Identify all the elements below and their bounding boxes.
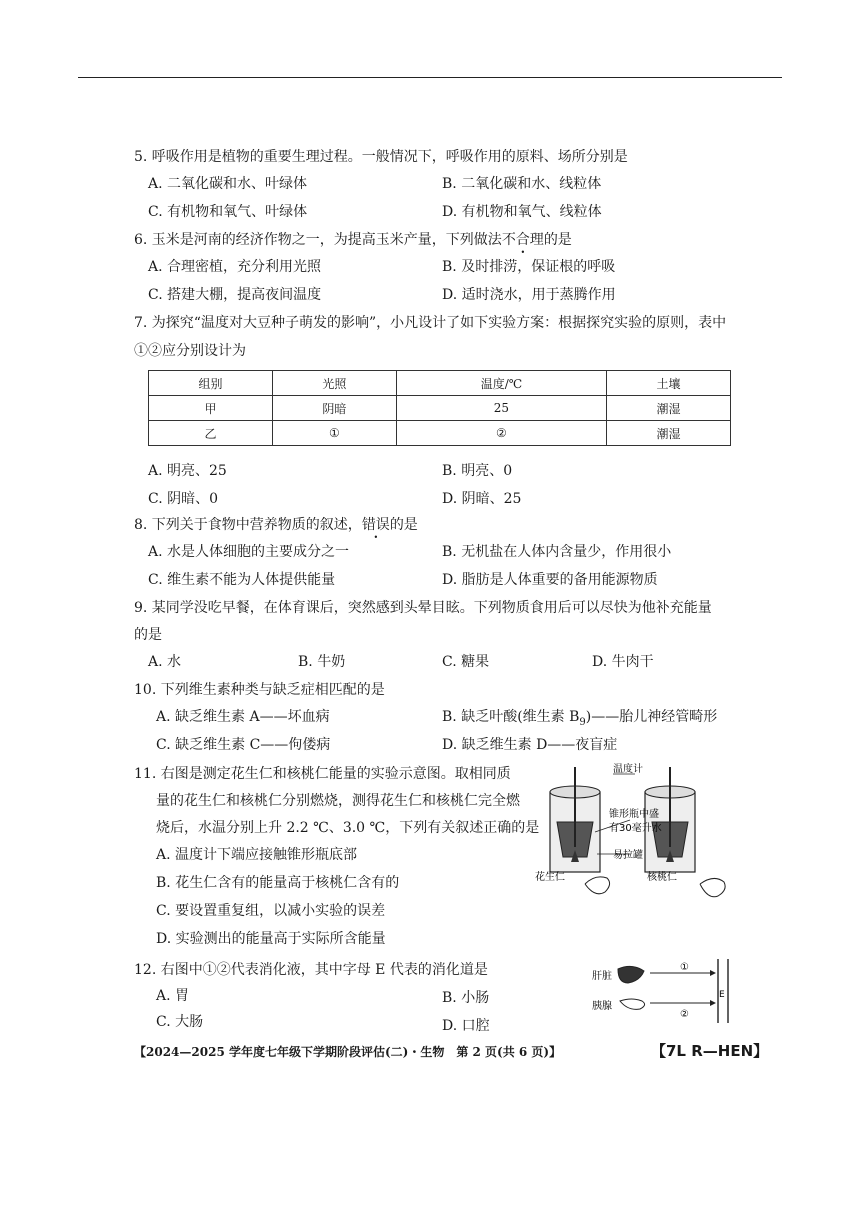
q6-stem-end: 的是 (543, 232, 572, 248)
q11-option-d: D. 实验测出的能量高于实际所含能量 (156, 931, 386, 947)
q10-option-b-text: B. 缺乏叶酸(维生素 B (442, 709, 580, 725)
q9-option-b: B. 牛奶 (298, 654, 346, 670)
table-header: 温度/℃ (396, 371, 606, 396)
pancreas-icon (620, 999, 645, 1009)
q6-emphasis: 不合理 (501, 232, 544, 248)
q8-option-b: B. 无机盐在人体内含量少，作用很小 (442, 544, 672, 560)
q5-option-d: D. 有机物和氧气、线粒体 (442, 204, 602, 220)
exam-code: 【7L R—HEN】 (651, 1042, 769, 1060)
q8-option-c: C. 维生素不能为人体提供能量 (148, 572, 336, 588)
q10-option-d: D. 缺乏维生素 D——夜盲症 (442, 737, 618, 753)
label-peanut: 花生仁 (535, 872, 565, 883)
table-header: 土壤 (607, 371, 731, 396)
q7-option-c: C. 阴暗、0 (148, 491, 219, 507)
q10-option-b-text-end: )——胎儿神经管畸形 (585, 709, 718, 725)
table-cell: 乙 (149, 421, 273, 446)
q9-option-d: D. 牛肉干 (592, 654, 654, 670)
right-hand-icon (700, 878, 725, 896)
table-cell: 潮湿 (607, 396, 731, 421)
label-walnut: 核桃仁 (647, 872, 677, 883)
label-marker-2: ② (680, 1009, 689, 1020)
q12-option-b: B. 小肠 (442, 990, 490, 1006)
q8-option-d: D. 脂肪是人体重要的备用能源物质 (442, 572, 658, 588)
q10-option-b-subscript: 9 (579, 716, 586, 728)
q11-option-a: A. 温度计下端应接触锥形瓶底部 (156, 847, 358, 863)
left-hand-icon (585, 877, 610, 894)
q12-option-a: A. 胃 (156, 988, 190, 1004)
table-cell: ② (396, 421, 606, 446)
q5-stem: 5. 呼吸作用是植物的重要生理过程。一般情况下，呼吸作用的原料、场所分别是 (134, 149, 628, 165)
q11-stem-line2: 量的花生仁和核桃仁分别燃烧，测得花生仁和核桃仁完全燃 (156, 793, 520, 809)
table-cell: 甲 (149, 396, 273, 421)
q12-stem: 12. 右图中①②代表消化液，其中字母 E 代表的消化道是 (134, 962, 488, 978)
q7-option-a: A. 明亮、25 (148, 463, 227, 479)
q7-option-b: B. 明亮、0 (442, 463, 513, 479)
label-flask-line2: 有30毫升水 (609, 823, 662, 834)
label-flask-line1: 锥形瓶中盛 (609, 809, 659, 820)
q6-option-d: D. 适时浇水，用于蒸腾作用 (442, 287, 616, 303)
q8-emphasis: 错误 (361, 517, 390, 533)
q6-stem (134, 230, 572, 250)
q8-stem-end: 的是 (389, 517, 418, 533)
table-header: 组别 (149, 371, 273, 396)
q6-option-c: C. 搭建大棚，提高夜间温度 (148, 287, 322, 303)
left-apparatus (550, 767, 600, 872)
q7-table (148, 370, 731, 446)
table-header-row (149, 371, 731, 396)
q11-option-b: B. 花生仁含有的能量高于核桃仁含有的 (156, 875, 400, 891)
table-cell: 25 (396, 396, 606, 421)
table-row (149, 421, 731, 446)
q6-option-a: A. 合理密植，充分利用光照 (148, 259, 322, 275)
q10-option-b (442, 707, 717, 733)
q10-option-a: A. 缺乏维生素 A——坏血病 (156, 709, 330, 725)
label-e: E (719, 990, 725, 1000)
q10-stem: 10. 下列维生素种类与缺乏症相匹配的是 (134, 682, 385, 698)
liver-icon (618, 966, 644, 983)
page-footer: 【2024—2025 学年度七年级下学期阶段评估(二)・生物 第 2 页(共 6 页)】 (134, 1045, 562, 1059)
q8-option-a: A. 水是人体细胞的主要成分之一 (148, 544, 350, 560)
label-thermometer: 温度计 (613, 764, 643, 775)
q7-option-d: D. 阴暗、25 (442, 491, 522, 507)
q8-stem (134, 515, 418, 535)
label-liver: 肝脏 (592, 971, 612, 982)
q11-stem-line1: 11. 右图是测定花生仁和核桃仁能量的实验示意图。取相同质 (134, 766, 511, 782)
table-cell: ① (272, 421, 396, 446)
q9-option-a: A. 水 (148, 654, 182, 670)
label-can: 易拉罐 (613, 850, 643, 861)
q11-stem-line3: 烧后，水温分别上升 2.2 ℃、3.0 ℃，下列有关叙述正确的是 (156, 820, 540, 836)
label-pancreas: 胰腺 (592, 1001, 612, 1012)
q6-option-b: B. 及时排涝，保证根的呼吸 (442, 259, 616, 275)
q10-option-c: C. 缺乏维生素 C——佝偻病 (156, 737, 331, 753)
q9-stem-line2: 的是 (134, 627, 162, 643)
q8-stem-text: 8. 下列关于食物中营养物质的叙述， (134, 517, 362, 533)
header-rule (78, 77, 782, 78)
q6-stem-text: 6. 玉米是河南的经济作物之一，为提高玉米产量，下列做法 (134, 232, 502, 248)
q7-stem-line1: 7. 为探究“温度对大豆种子萌发的影响”，小凡设计了如下实验方案：根据探究实验的原则，表中 (134, 315, 727, 331)
q5-option-c: C. 有机物和氧气、叶绿体 (148, 204, 308, 220)
label-marker-1: ① (680, 962, 689, 973)
table-header: 光照 (272, 371, 396, 396)
q11-option-c: C. 要设置重复组，以减小实验的误差 (156, 903, 386, 919)
digestion-figure (592, 955, 742, 1025)
calorimetry-figure (535, 762, 745, 902)
table-row (149, 396, 731, 421)
q12-option-d: D. 口腔 (442, 1018, 490, 1034)
q12-option-c: C. 大肠 (156, 1014, 204, 1030)
table-cell: 潮湿 (607, 421, 731, 446)
q7-stem-line2: ①②应分别设计为 (134, 343, 246, 359)
table-cell: 阴暗 (272, 396, 396, 421)
q9-option-c: C. 糖果 (442, 654, 490, 670)
q9-stem-line1: 9. 某同学没吃早餐，在体育课后，突然感到头晕目眩。下列物质食用后可以尽快为他补充能量 (134, 600, 712, 616)
q5-option-b: B. 二氧化碳和水、线粒体 (442, 176, 602, 192)
q5-option-a: A. 二氧化碳和水、叶绿体 (148, 176, 308, 192)
